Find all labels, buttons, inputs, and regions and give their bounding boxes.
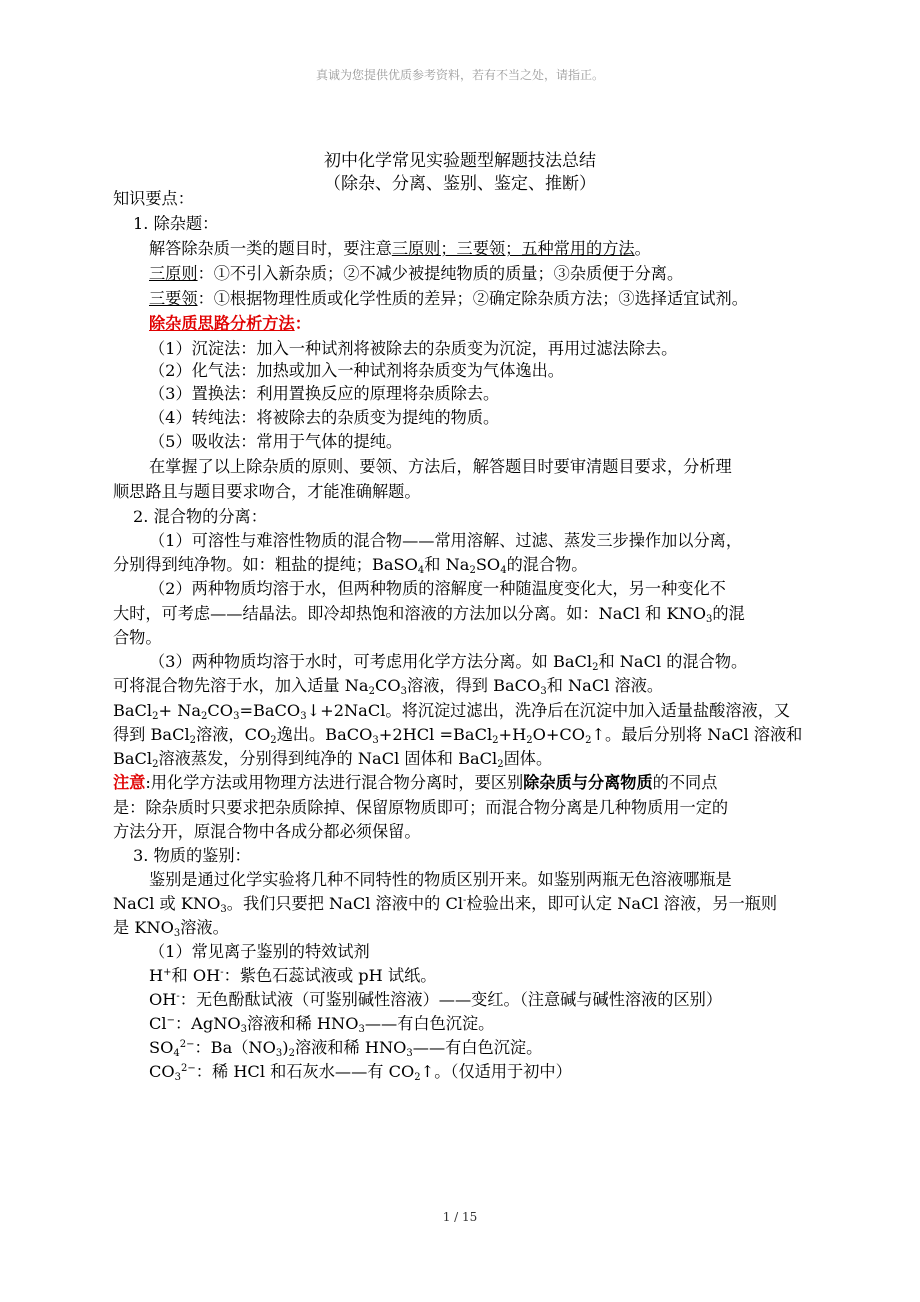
s3-sub-heading: （1）常见离子鉴别的特效试剂 xyxy=(149,942,370,961)
method-2: （2）化气法：加热或加入一种试剂将杂质变为气体逸出。 xyxy=(149,361,564,380)
s3-p-l1: 鉴别是通过化学实验将几种不同特性的物质区别开来。如鉴别两瓶无色溶液哪瓶是 xyxy=(149,870,732,889)
s2-p1-l1: （1）可溶性与难溶性物质的混合物——常用溶解、过滤、蒸发三步操作加以分离， xyxy=(149,531,743,550)
section-1-heading: 1. 除杂题： xyxy=(133,214,219,233)
s2-eq-l3: BaCl$_2$溶液蒸发，分别得到纯净的 NaCl 固体和 BaCl$_2$固体。 xyxy=(113,749,553,770)
ion-so4: $SO_4^{2-}$：$Ba(NO_3)_2$溶液和稀 $HNO_3——$有白色沉淀。 xyxy=(149,1038,543,1059)
page-subtitle: （除杂、分离、鉴别、鉴定、推断） xyxy=(324,174,596,194)
s3-p-l2: NaCl 或 $KNO_3$。我们只要把 NaCl 溶液中的 Cl-检验出来，即可认定 NaCl 溶液，另一瓶则 xyxy=(113,894,778,915)
s2-note-l1: 注意:用化学方法或用物理方法进行混合物分离时，要区别除杂质与分离物质的不同点 xyxy=(113,773,718,792)
ion-oh: OH-：无色酚酞试液（可鉴别碱性溶液）——变红。（注意碱与碱性溶液的区别） xyxy=(149,990,723,1009)
s2-p1-l2: 分别得到纯净物。如：粗盐的提纯；BaSO$_4$和 $Na_2SO_4$的混合物。 xyxy=(113,555,588,576)
s1-intro: 解答除杂质一类的题目时，要注意三原则；三要领；五种常用的方法。 xyxy=(149,239,651,258)
s2-p3-l2: 可将混合物先溶于水，加入适量 $Na_2CO_3$溶液，得到 BaCO$_3$和 NaCl 溶液。 xyxy=(113,676,664,697)
s1-summary-2: 顺思路且与题目要求吻合，才能准确解题。 xyxy=(113,482,421,501)
page-title: 初中化学常见实验题型解题技法总结 xyxy=(324,151,596,171)
s2-p2-l1: （2）两种物质均溶于水，但两种物质的溶解度一种随温度变化大，另一种变化不 xyxy=(149,579,726,598)
s2-eq-l1: BaCl$_2$+ $Na_2CO_3=BaCO_3↓+2NaCl$。将沉淀过滤出，洗净后在沉淀中加入适量盐酸溶液，又 xyxy=(113,701,791,722)
section-3-heading: 3. 物质的鉴别： xyxy=(133,846,251,865)
method-1: （1）沉淀法：加入一种试剂将被除去的杂质变为沉淀，再用过滤法除去。 xyxy=(149,339,678,358)
s2-note-l3: 方法分开，原混合物中各成分都必须保留。 xyxy=(113,822,421,841)
ion-co3: $CO_3^{2-}$：稀 HCl 和石灰水——有 $CO_2↑$。（仅适用于初中） xyxy=(149,1062,572,1083)
s2-note-l2: 是：除杂质时只要求把杂质除掉、保留原物质即可；而混合物分离是几种物质用一定的 xyxy=(113,798,729,817)
method-3: （3）置换法：利用置换反应的原理将杂质除去。 xyxy=(149,384,500,403)
s1-essentials: 三要领：①根据物理性质或化学性质的差异；②确定除杂质方法；③选择适宜试剂。 xyxy=(149,289,748,308)
s2-p3-l1: （3）两种物质均溶于水时，可考虑用化学方法分离。如 BaCl$_2$和 NaCl 的混合物。 xyxy=(149,652,748,673)
header-note: 真诚为您提供优质参考资料，若有不当之处，请指正。 xyxy=(315,68,604,82)
page-number: 1 / 15 xyxy=(442,1210,478,1224)
s1-principles: 三原则：①不引入新杂质；②不减少被提纯物质的质量；③杂质便于分离。 xyxy=(149,264,684,283)
s2-eq-l2: 得到 BaCl$_2$溶液，$CO_2$逸出。BaCO$_3$+2HCl $=BaCl_2+H_2O+CO_2↑$。最后分别将 NaCl 溶液和 xyxy=(113,725,803,746)
method-4: （4）转纯法：将被除去的杂质变为提纯的物质。 xyxy=(149,408,500,427)
section-2-heading: 2. 混合物的分离： xyxy=(133,507,267,526)
s2-p2-l3: 合物。 xyxy=(113,628,162,647)
method-5: （5）吸收法：常用于气体的提纯。 xyxy=(149,432,403,451)
s1-summary-1: 在掌握了以上除杂质的原则、要领、方法后，解答题目时要审清题目要求，分析理 xyxy=(149,457,732,476)
s1-methods-title: 除杂质思路分析方法： xyxy=(149,314,311,333)
ion-cl: Cl−：AgNO$_3$溶液和稀 $HNO_3——$有白色沉淀。 xyxy=(149,1014,495,1035)
s2-p2-l2: 大时，可考虑——结晶法。即冷却热饱和溶液的方法加以分离。如：NaCl 和 $KNO_3$的混 xyxy=(113,604,745,625)
knowledge-label: 知识要点： xyxy=(113,189,194,208)
s3-p-l3: 是 $KNO_3$溶液。 xyxy=(113,918,229,939)
ion-h-oh: H+和 OH-：紫色石蕊试液或 pH 试纸。 xyxy=(149,966,437,985)
